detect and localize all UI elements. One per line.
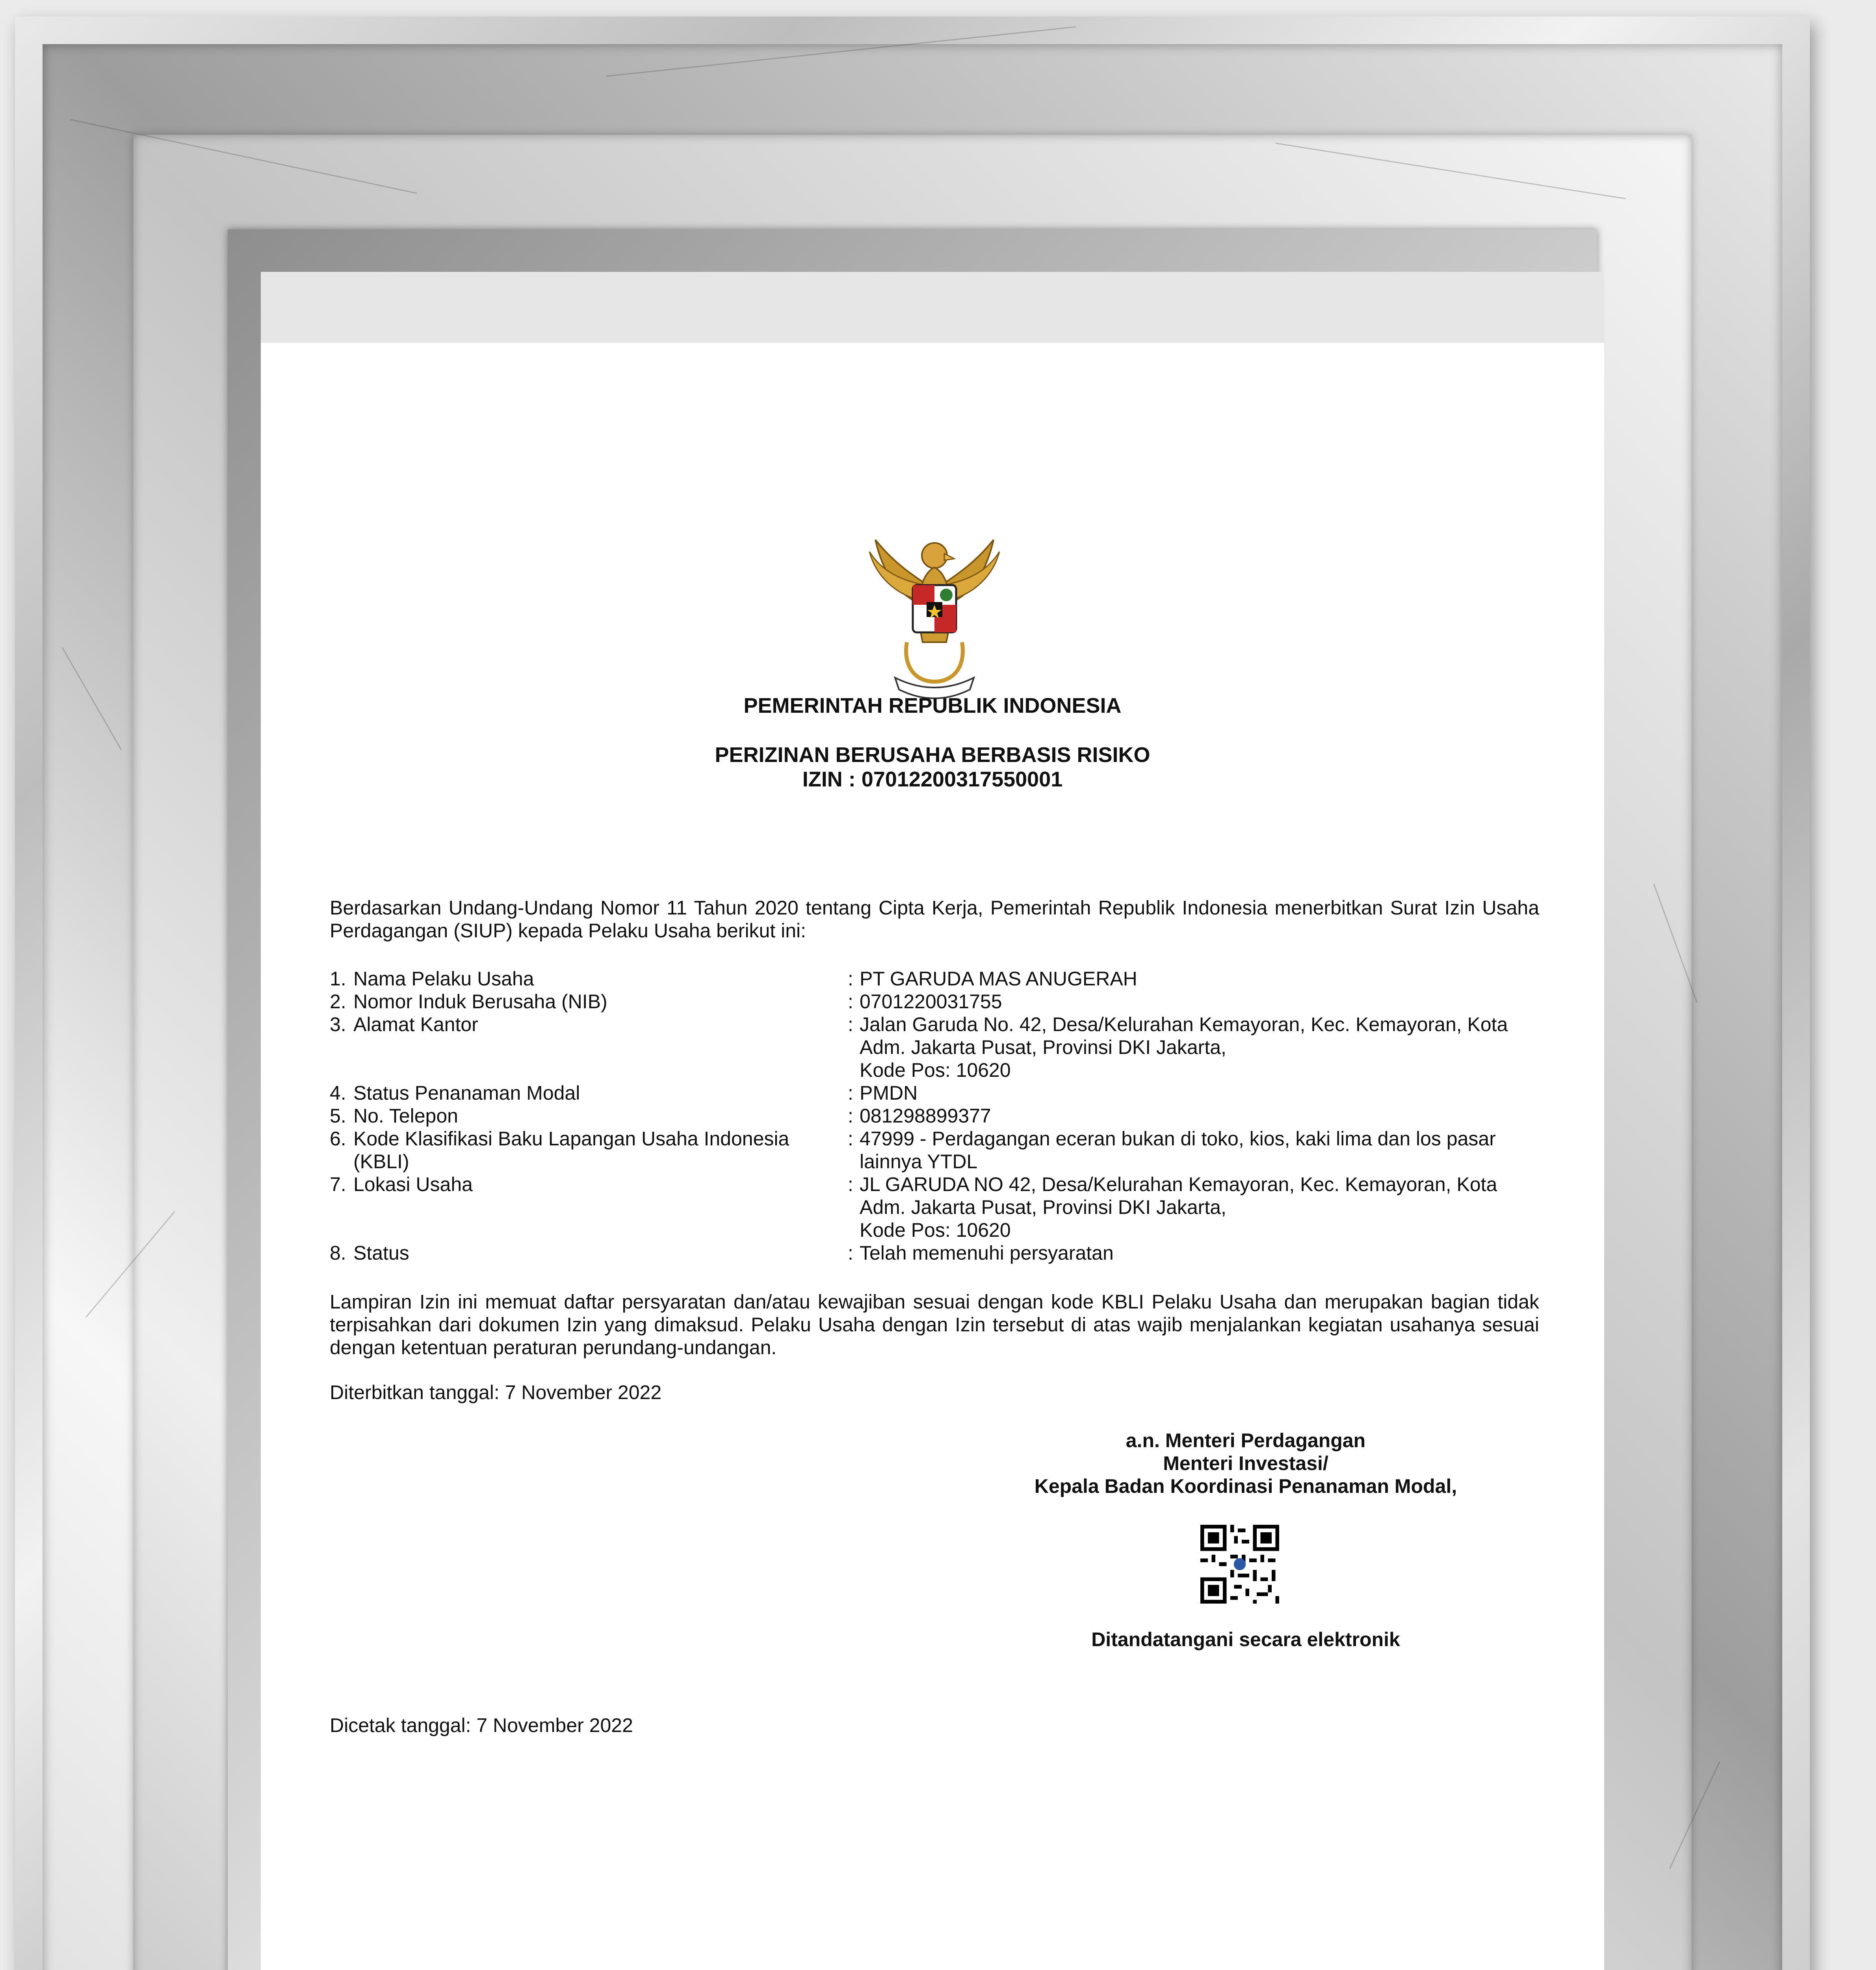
field-label-text: Alamat Kantor: [353, 1013, 478, 1035]
field-row: [330, 1173, 1539, 1241]
field-label: [330, 1173, 848, 1241]
field-label-text: Lokasi Usaha: [353, 1173, 473, 1195]
field-number: 6.: [330, 1128, 346, 1150]
field-colon: :: [848, 991, 853, 1013]
permit-number: IZIN : 07012200317550001: [802, 768, 1063, 791]
field-label: [330, 1127, 848, 1173]
electronic-signature-note: Ditandatangani secara elektronik: [1091, 1628, 1400, 1650]
field-row: [330, 1082, 1539, 1104]
field-row: [330, 1104, 1539, 1127]
field-value-line: PT GARUDA MAS ANUGERAH: [860, 968, 1137, 990]
field-value-line: 47999 - Perdagangan eceran bukan di toko, kios, kaki lima dan los pasar: [860, 1128, 1496, 1150]
field-colon: :: [848, 968, 853, 990]
field-label-text: Status: [353, 1242, 409, 1264]
field-label-text: Nomor Induk Berusaha (NIB): [353, 991, 607, 1013]
signer-line-2: Menteri Investasi/: [1163, 1452, 1328, 1474]
field-value: [848, 1127, 1539, 1173]
field-value: [848, 1082, 1539, 1104]
garuda-pancasila-emblem: [848, 516, 1021, 705]
paper-top-band: [261, 272, 1604, 343]
field-row: [330, 990, 1539, 1013]
field-row: [330, 1127, 1539, 1173]
field-value: [848, 1241, 1539, 1264]
field-label: [330, 1013, 848, 1082]
field-colon: :: [848, 1082, 853, 1104]
intro-paragraph: Berdasarkan Undang-Undang Nomor 11 Tahun 2020 tentang Cipta Kerja, Pemerintah Republik Indonesia menerbitkan Surat Izin Usaha Perdagangan (SIUP) kepada Pelaku Usaha berikut ini:: [330, 897, 1539, 942]
field-number: 7.: [330, 1173, 346, 1195]
field-row: [330, 967, 1539, 990]
field-number: 5.: [330, 1105, 346, 1127]
field-value-line: Kode Pos: 10620: [860, 1219, 1011, 1241]
qr-code-icon[interactable]: [1200, 1525, 1279, 1604]
document-title: PERIZINAN BERUSAHA BERBASIS RISIKO: [715, 743, 1150, 767]
attachment-paragraph: Lampiran Izin ini memuat daftar persyaratan dan/atau kewajiban sesuai dengan kode KBLI Pelaku Usaha dan merupakan bagian tidak terpisahkan dari dokumen Izin yang dimaksud. Pelaku Usaha dengan Izin tersebut di atas wajib menjalankan kegiatan usahanya sesuai dengan ketentuan peraturan perundang-undangan.: [330, 1291, 1539, 1359]
field-colon: :: [848, 1013, 853, 1035]
field-value-line: PMDN: [860, 1082, 918, 1104]
field-value: [848, 990, 1539, 1013]
field-value-line: 0701220031755: [860, 991, 1002, 1013]
field-colon: :: [848, 1105, 853, 1127]
field-label: [330, 1104, 848, 1127]
field-number: 4.: [330, 1082, 346, 1104]
signer-line-1: a.n. Menteri Perdagangan: [1126, 1429, 1366, 1451]
field-value: [848, 1173, 1539, 1241]
field-colon: :: [848, 1242, 853, 1264]
field-value-line: lainnya YTDL: [860, 1150, 978, 1173]
field-number: 3.: [330, 1013, 346, 1035]
field-value-line: JL GARUDA NO 42, Desa/Kelurahan Kemayoran, Kec. Kemayoran, Kota: [860, 1173, 1497, 1195]
field-value-line: Adm. Jakarta Pusat, Provinsi DKI Jakarta,: [860, 1036, 1226, 1058]
field-label-text: Nama Pelaku Usaha: [353, 968, 534, 990]
field-label-text: Status Penanaman Modal: [353, 1082, 580, 1104]
field-label-text: No. Telepon: [353, 1105, 458, 1127]
signer-line-3: Kepala Badan Koordinasi Penanaman Modal,: [1034, 1475, 1457, 1497]
field-number: 1.: [330, 968, 346, 990]
field-label-text: Kode Klasifikasi Baku Lapangan Usaha Indonesia (KBLI): [353, 1128, 789, 1173]
business-details: [330, 967, 1539, 1264]
printed-date: Dicetak tanggal: 7 November 2022: [330, 1714, 633, 1736]
field-number: 8.: [330, 1242, 346, 1264]
field-colon: :: [848, 1173, 853, 1195]
field-row: [330, 1013, 1539, 1082]
government-title: PEMERINTAH REPUBLIK INDONESIA: [743, 694, 1122, 717]
field-label: [330, 1082, 848, 1104]
issued-date: Diterbitkan tanggal: 7 November 2022: [330, 1381, 662, 1403]
field-value-line: Adm. Jakarta Pusat, Provinsi DKI Jakarta,: [860, 1196, 1226, 1218]
permit-document: [261, 272, 1604, 1970]
field-value-line: 081298899377: [860, 1105, 991, 1127]
field-value-line: Jalan Garuda No. 42, Desa/Kelurahan Kemayoran, Kec. Kemayoran, Kota: [860, 1013, 1508, 1035]
field-value: [848, 1104, 1539, 1127]
field-value: [848, 967, 1539, 990]
field-number: 2.: [330, 991, 346, 1013]
field-label: [330, 990, 848, 1013]
field-label: [330, 967, 848, 990]
field-row: [330, 1241, 1539, 1264]
field-value: [848, 1013, 1539, 1082]
field-label: [330, 1241, 848, 1264]
field-colon: :: [848, 1128, 853, 1150]
field-value-line: Telah memenuhi persyaratan: [860, 1242, 1114, 1264]
field-value-line: Kode Pos: 10620: [860, 1059, 1011, 1081]
